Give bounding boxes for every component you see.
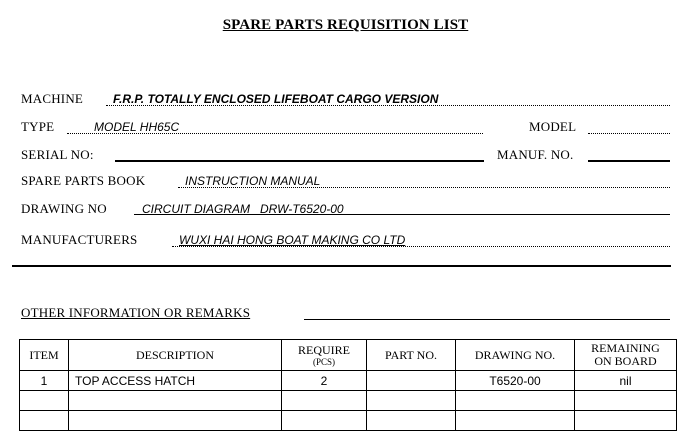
cell-part-no [367,391,456,411]
require-header-label: REQUIRE [298,342,350,357]
drawing-no-value: CIRCUIT DIAGRAM DRW-T6520-00 [142,202,344,216]
cell-require: 2 [282,371,367,391]
model-label: MODEL [529,119,577,134]
serial-underline [115,160,484,162]
remaining-header-line2: ON BOARD [594,354,657,368]
col-header-part-no: PART NO. [367,340,456,371]
cell-part-no [367,371,456,391]
model-underline [588,133,670,134]
section-divider [12,265,671,267]
cell-description [69,391,282,411]
cell-item [20,391,69,411]
cell-require [282,411,367,431]
type-value: MODEL HH65C [94,120,180,134]
remarks-underline [304,319,670,320]
manufacturers-label: MANUFACTURERS [21,232,138,247]
cell-drawing-no: T6520-00 [456,371,575,391]
cell-drawing-no [456,391,575,411]
manufacturers-value: WUXI HAI HONG BOAT MAKING CO LTD [179,233,406,247]
type-label: TYPE [21,119,55,134]
cell-description [69,411,282,431]
table-row [20,371,677,391]
cell-item [20,411,69,431]
col-header-description: DESCRIPTION [69,340,282,371]
cell-part-no [367,411,456,431]
table-header-row [20,340,677,371]
serial-label: SERIAL NO: [21,147,94,162]
drawing-no-label: DRAWING NO [21,201,107,216]
col-header-remaining [575,340,677,371]
document-title-text: SPARE PARTS REQUISITION LIST [222,17,469,33]
document-title [0,16,691,34]
cell-remaining [575,391,677,411]
cell-remaining: nil [575,371,677,391]
table-row [20,411,677,431]
spare-parts-book-value: INSTRUCTION MANUAL [185,174,321,188]
cell-require [282,391,367,411]
col-header-item: ITEM [20,340,69,371]
table-row [20,391,677,411]
machine-value: F.R.P. TOTALLY ENCLOSED LIFEBOAT CARGO VERSION [113,92,439,106]
require-header-unit: (PCS) [312,356,335,367]
remaining-header-line1: REMAINING [591,341,660,355]
cell-remaining [575,411,677,431]
spare-parts-book-label: SPARE PARTS BOOK [21,173,146,188]
col-header-drawing-no: DRAWING NO. [456,340,575,371]
col-header-require [282,340,367,371]
manuf-no-underline [588,160,670,162]
parts-table [19,339,677,431]
remarks-label: OTHER INFORMATION OR REMARKS [21,305,251,320]
cell-drawing-no [456,411,575,431]
cell-item: 1 [20,371,69,391]
manuf-no-label: MANUF. NO. [497,147,574,162]
machine-label: MACHINE [21,91,84,106]
cell-description: TOP ACCESS HATCH [69,371,282,391]
